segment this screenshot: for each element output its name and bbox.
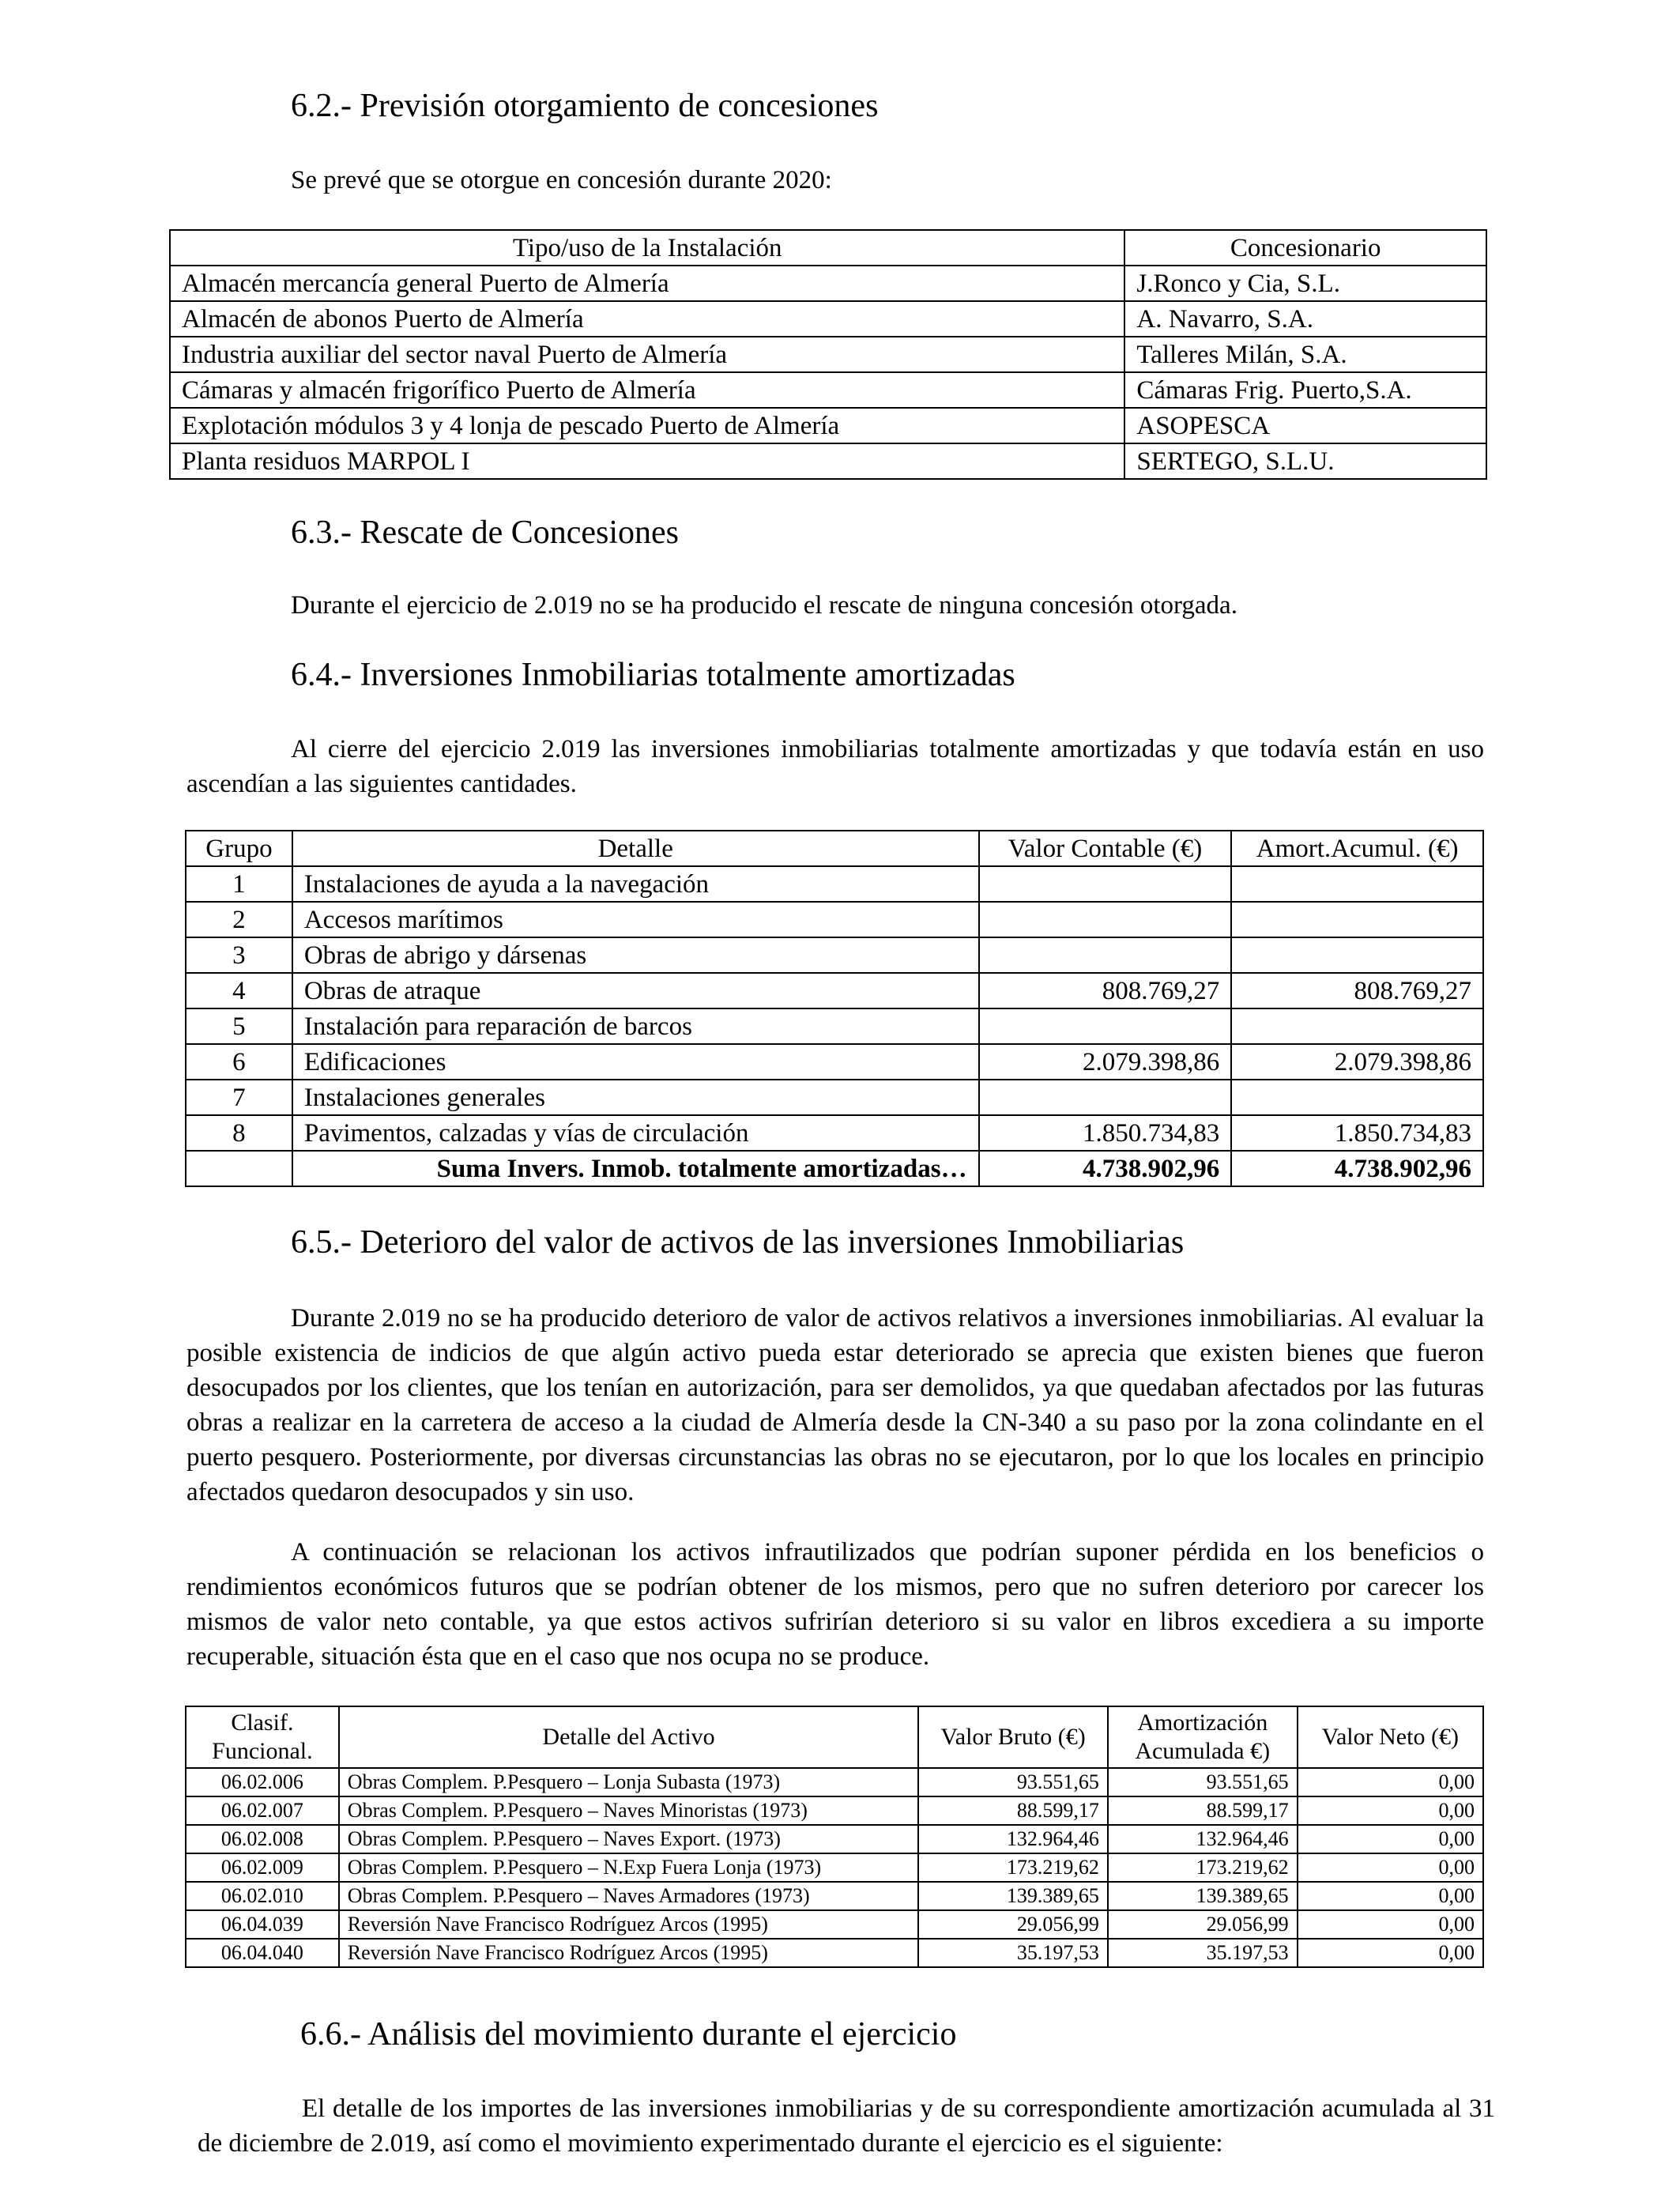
cell-concessionaire: J.Ronco y Cia, S.L. [1124, 266, 1486, 301]
cell-detail: Pavimentos, calzadas y vías de circulación [292, 1115, 979, 1151]
cell-classification: 06.02.008 [186, 1825, 339, 1853]
cell-classification: 06.02.010 [186, 1882, 339, 1910]
cell-detail: Accesos marítimos [292, 902, 979, 937]
cell-amortization [1231, 902, 1483, 937]
cell-gross-value: 35.197,53 [918, 1939, 1108, 1967]
cell-asset-detail: Obras Complem. P.Pesquero – Naves Armadores (1973) [339, 1882, 919, 1910]
cell-net-value: 0,00 [1298, 1939, 1483, 1967]
table-row [186, 1939, 1483, 1967]
section-6-4-text: Al cierre del ejercicio 2.019 las inversiones inmobiliarias totalmente amortizadas y que todavía están en uso ascendían a las siguientes cantidades. [186, 735, 1484, 798]
cell-gross-value: 139.389,65 [918, 1882, 1108, 1910]
table-row [170, 301, 1486, 337]
cell-asset-detail: Reversión Nave Francisco Rodríguez Arcos (1995) [339, 1910, 919, 1939]
cell-classification: 06.04.040 [186, 1939, 339, 1967]
cell-installation: Almacén de abonos Puerto de Almería [170, 301, 1124, 337]
cell-installation: Industria auxiliar del sector naval Puerto de Almería [170, 337, 1124, 372]
table-header-row [186, 1706, 1483, 1768]
cell-asset-detail: Obras Complem. P.Pesquero – Lonja Subasta (1973) [339, 1768, 919, 1796]
cell-book-value [979, 1080, 1232, 1115]
cell-book-value [979, 1008, 1232, 1044]
cell-book-value: 1.850.734,83 [979, 1115, 1232, 1151]
cell-book-value [979, 902, 1232, 937]
cell-accumulated-amortization: 29.056,99 [1108, 1910, 1298, 1939]
header-cell: Clasif. Funcional. [186, 1706, 339, 1768]
cell-book-value [979, 937, 1232, 973]
cell-book-value [979, 866, 1232, 902]
header-cell: Valor Neto (€) [1298, 1706, 1483, 1768]
header-cell: Grupo [186, 831, 292, 866]
concessions-table [169, 229, 1487, 480]
header-cell: Amortización Acumulada €) [1108, 1706, 1298, 1768]
cell-concessionaire: Cámaras Frig. Puerto,S.A. [1124, 372, 1486, 408]
cell-net-value: 0,00 [1298, 1853, 1483, 1882]
table-total-row [186, 1151, 1483, 1186]
header-cell: Concesionario [1124, 230, 1486, 266]
cell-asset-detail: Reversión Nave Francisco Rodríguez Arcos (1995) [339, 1939, 919, 1967]
cell-detail: Edificaciones [292, 1044, 979, 1080]
cell-amortization [1231, 866, 1483, 902]
cell-amortization [1231, 937, 1483, 973]
table-row [186, 1044, 1483, 1080]
table-header-row [170, 230, 1486, 266]
cell-classification: 06.02.007 [186, 1796, 339, 1825]
cell-detail: Instalaciones generales [292, 1080, 979, 1115]
header-cell: Valor Contable (€) [979, 831, 1232, 866]
cell-concessionaire: SERTEGO, S.L.U. [1124, 443, 1486, 479]
table-row [186, 1008, 1483, 1044]
header-cell: Tipo/uso de la Instalación [170, 230, 1124, 266]
section-6-3-text: Durante el ejercicio de 2.019 no se ha producido el rescate de ninguna concesión otorgada. [291, 591, 1237, 620]
cell-group: 1 [186, 866, 292, 902]
cell-net-value: 0,00 [1298, 1910, 1483, 1939]
table-row [170, 337, 1486, 372]
cell-group: 3 [186, 937, 292, 973]
table-row [170, 408, 1486, 443]
cell-asset-detail: Obras Complem. P.Pesquero – Naves Export. (1973) [339, 1825, 919, 1853]
table-row [186, 1796, 1483, 1825]
section-6-2-heading: 6.2.- Previsión otorgamiento de concesiones [291, 88, 879, 124]
cell-classification: 06.04.039 [186, 1910, 339, 1939]
cell-group: 8 [186, 1115, 292, 1151]
header-cell: Detalle [292, 831, 979, 866]
table-row [170, 372, 1486, 408]
total-label: Suma Invers. Inmob. totalmente amortizadas… [292, 1151, 979, 1186]
cell-amortization [1231, 1080, 1483, 1115]
cell-installation: Cámaras y almacén frigorífico Puerto de Almería [170, 372, 1124, 408]
cell-gross-value: 173.219,62 [918, 1853, 1108, 1882]
cell-group: 4 [186, 973, 292, 1008]
amortized-investments-table [185, 830, 1484, 1187]
table-row [186, 1825, 1483, 1853]
table-row [186, 1910, 1483, 1939]
table-row [170, 266, 1486, 301]
table-row [170, 443, 1486, 479]
table-row [186, 1768, 1483, 1796]
cell-amortization: 1.850.734,83 [1231, 1115, 1483, 1151]
cell-installation: Planta residuos MARPOL I [170, 443, 1124, 479]
section-6-2-intro: Se prevé que se otorgue en concesión durante 2020: [291, 166, 832, 194]
cell-asset-detail: Obras Complem. P.Pesquero – N.Exp Fuera Lonja (1973) [339, 1853, 919, 1882]
section-6-6-text: El detalle de los importes de las inversiones inmobiliarias y de su correspondiente amortización acumulada al 31 de diciembre de 2.019, así como el movimiento experimentado durante el ejercicio es el siguiente: [198, 2094, 1495, 2158]
cell-net-value: 0,00 [1298, 1796, 1483, 1825]
cell-concessionaire: Talleres Milán, S.A. [1124, 337, 1486, 372]
cell-group: 6 [186, 1044, 292, 1080]
header-cell: Detalle del Activo [339, 1706, 919, 1768]
cell-group: 2 [186, 902, 292, 937]
cell-book-value: 808.769,27 [979, 973, 1232, 1008]
table-header-row [186, 831, 1483, 866]
table-row [186, 902, 1483, 937]
cell-accumulated-amortization: 173.219,62 [1108, 1853, 1298, 1882]
cell-accumulated-amortization: 139.389,65 [1108, 1882, 1298, 1910]
cell-group [186, 1151, 292, 1186]
cell-asset-detail: Obras Complem. P.Pesquero – Naves Minoristas (1973) [339, 1796, 919, 1825]
cell-gross-value: 88.599,17 [918, 1796, 1108, 1825]
table-row [186, 1882, 1483, 1910]
cell-gross-value: 93.551,65 [918, 1768, 1108, 1796]
table-row [186, 1853, 1483, 1882]
table-row [186, 1115, 1483, 1151]
total-book-value: 4.738.902,96 [979, 1151, 1232, 1186]
header-cell: Valor Bruto (€) [918, 1706, 1108, 1768]
cell-classification: 06.02.009 [186, 1853, 339, 1882]
cell-amortization: 808.769,27 [1231, 973, 1483, 1008]
cell-detail: Instalaciones de ayuda a la navegación [292, 866, 979, 902]
table-row [186, 937, 1483, 973]
underused-assets-table [185, 1706, 1484, 1968]
section-6-5-paragraph-1: Durante 2.019 no se ha producido deterioro de valor de activos relativos a inversiones inmobiliarias. Al evaluar la posible existencia de indicios de que algún activo pueda estar deteriorado se aprecia que existen bienes que fueron desocupados por los clientes, que los tenían en autorización, para ser demolidos, ya que quedaban afectados por las futuras obras a realizar en la carretera de acceso a la ciudad de Almería desde la CN-340 a su paso por la zona colindante en el puerto pesquero. Posteriormente, por diversas circunstancias las obras no se ejecutaron, por lo que los locales en principio afectados quedaron desocupados y sin uso. [186, 1304, 1484, 1506]
cell-detail: Instalación para reparación de barcos [292, 1008, 979, 1044]
cell-detail: Obras de abrigo y dársenas [292, 937, 979, 973]
cell-accumulated-amortization: 93.551,65 [1108, 1768, 1298, 1796]
cell-concessionaire: ASOPESCA [1124, 408, 1486, 443]
cell-amortization: 2.079.398,86 [1231, 1044, 1483, 1080]
cell-amortization [1231, 1008, 1483, 1044]
cell-accumulated-amortization: 132.964,46 [1108, 1825, 1298, 1853]
section-6-6-heading: 6.6.- Análisis del movimiento durante el ejercicio [300, 2016, 957, 2053]
section-6-3-heading: 6.3.- Rescate de Concesiones [291, 515, 680, 551]
cell-classification: 06.02.006 [186, 1768, 339, 1796]
cell-installation: Almacén mercancía general Puerto de Almería [170, 266, 1124, 301]
cell-net-value: 0,00 [1298, 1882, 1483, 1910]
table-row [186, 1080, 1483, 1115]
cell-concessionaire: A. Navarro, S.A. [1124, 301, 1486, 337]
section-6-5-heading: 6.5.- Deterioro del valor de activos de las inversiones Inmobiliarias [291, 1224, 1185, 1261]
cell-accumulated-amortization: 35.197,53 [1108, 1939, 1298, 1967]
cell-gross-value: 132.964,46 [918, 1825, 1108, 1853]
cell-accumulated-amortization: 88.599,17 [1108, 1796, 1298, 1825]
cell-net-value: 0,00 [1298, 1768, 1483, 1796]
total-amortization: 4.738.902,96 [1231, 1151, 1483, 1186]
cell-group: 7 [186, 1080, 292, 1115]
cell-installation: Explotación módulos 3 y 4 lonja de pescado Puerto de Almería [170, 408, 1124, 443]
table-row [186, 866, 1483, 902]
header-cell: Amort.Acumul. (€) [1231, 831, 1483, 866]
cell-detail: Obras de atraque [292, 973, 979, 1008]
cell-group: 5 [186, 1008, 292, 1044]
cell-gross-value: 29.056,99 [918, 1910, 1108, 1939]
section-6-5-paragraph-2: A continuación se relacionan los activos infrautilizados que podrían suponer pérdida en los beneficios o rendimientos económicos futuros que se podrían obtener de los mismos, pero que no sufren deterioro por carecer los mismos de valor neto contable, ya que estos activos sufrirían deterioro si su valor en libros excediera a su importe recuperable, situación ésta que en el caso que nos ocupa no se produce. [186, 1538, 1484, 1671]
cell-book-value: 2.079.398,86 [979, 1044, 1232, 1080]
section-6-4-heading: 6.4.- Inversiones Inmobiliarias totalmente amortizadas [291, 657, 1015, 693]
table-row [186, 973, 1483, 1008]
cell-net-value: 0,00 [1298, 1825, 1483, 1853]
